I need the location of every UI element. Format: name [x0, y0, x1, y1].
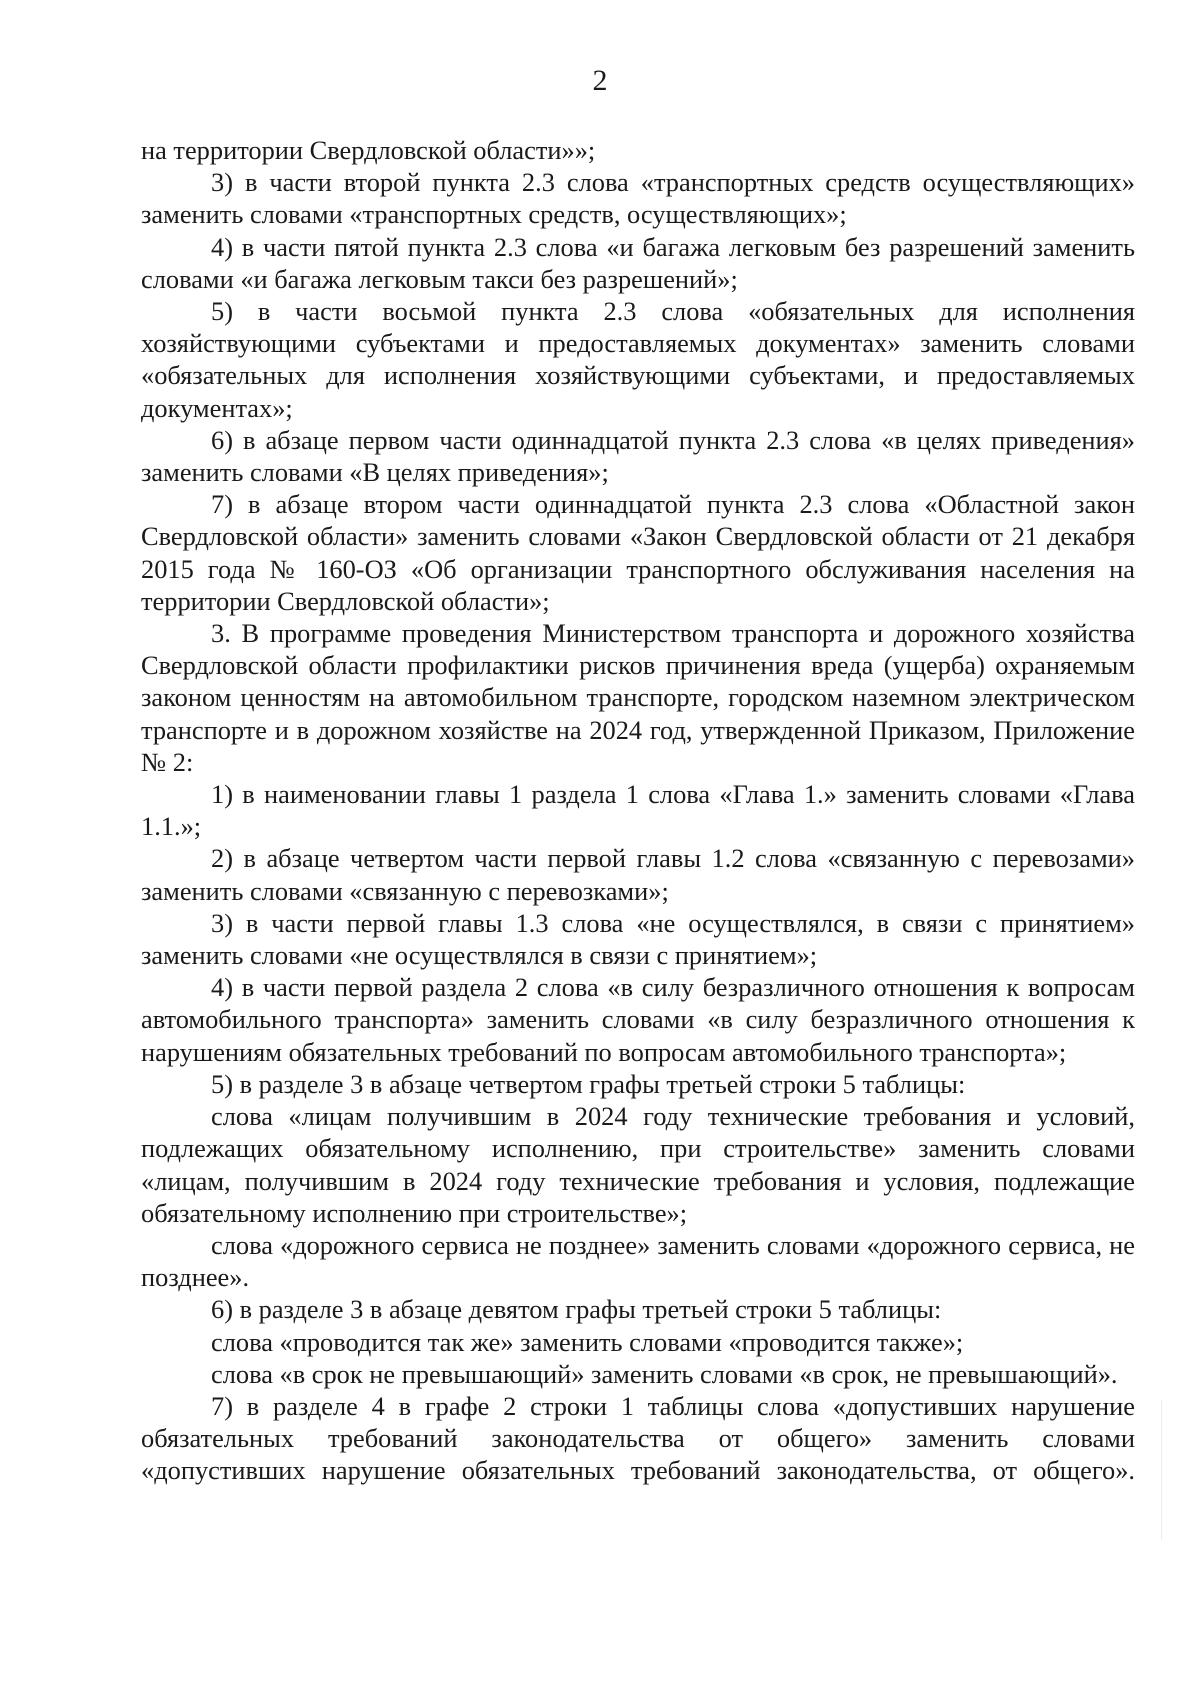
paragraph: 4) в части пятой пункта 2.3 слова «и багажа легковым без разрешений заменить словами «и багажа легковым такси без разрешений»;: [141, 231, 1135, 294]
paragraph: 7) в разделе 4 в графе 2 строки 1 таблицы слова «допустивших нарушение обязательных требований законодательства от общего» заменить словами «допустивших нарушение обязательных требований законодательства, от общего».: [141, 1390, 1135, 1486]
paragraph: слова «лицам получившим в 2024 году технические требования и условий, подлежащих обязательному исполнению, при строительстве» заменить словами «лицам, получившим в 2024 году технические требования и условия, подлежащие обязательному исполнению при строительстве»;: [141, 1101, 1135, 1228]
paragraph: 3) в части второй пункта 2.3 слова «транспортных средств осуществляющих» заменить словами «транспортных средств, осуществляющих»;: [141, 167, 1135, 230]
paragraph: 6) в абзаце первом части одиннадцатой пункта 2.3 слова «в целях приведения» заменить словами «В целях приведения»;: [141, 424, 1135, 488]
paragraph: 3) в части первой главы 1.3 слова «не осуществлялся, в связи с принятием» заменить словами «не осуществлялся в связи с принятием»;: [141, 907, 1135, 971]
paragraph: 1) в наименовании главы 1 раздела 1 слова «Глава 1.» заменить словами «Глава 1.1.»;: [141, 779, 1135, 842]
paragraph: 5) в части восьмой пункта 2.3 слова «обязательных для исполнения хозяйствующими субъектами и предоставляемых документах» заменить словами «обязательных для исполнения хозяйствующими субъектами, и предоставляемых документах»;: [141, 296, 1135, 423]
scan-artifact-line: [1161, 1400, 1162, 1540]
page-number: 2: [592, 64, 608, 97]
paragraph: 2) в абзаце четвертом части первой главы 1.2 слова «связанную с перевозами» заменить словами «связанную с перевозками»;: [141, 843, 1135, 906]
document-body: [141, 134, 1135, 1487]
paragraph: слова «в срок не превышающий» заменить словами «в срок, не превышающий».: [211, 1358, 1118, 1389]
paragraph: 5) в разделе 3 в абзаце четвертом графы третьей строки 5 таблицы:: [211, 1068, 966, 1099]
paragraph: слова «проводится так же» заменить словами «проводится также»;: [211, 1326, 964, 1357]
paragraph: 6) в разделе 3 в абзаце девятом графы третьей строки 5 таблицы:: [211, 1294, 942, 1325]
paragraph: 4) в части первой раздела 2 слова «в силу безразличного отношения к вопросам автомобильного транспорта» заменить словами «в силу безразличного отношения к нарушениям обязательных требований по вопросам автомобильного транспорта»;: [141, 972, 1135, 1067]
paragraph: 7) в абзаце втором части одиннадцатой пункта 2.3 слова «Областной закон Свердловской области» заменить словами «Закон Свердловской области от 21 декабря 2015 года № 160-ОЗ «Об организации транспортного обслуживания населения на территории Свердловской области»;: [141, 489, 1135, 616]
paragraph: слова «дорожного сервиса не позднее» заменить словами «дорожного сервиса, не позднее».: [141, 1229, 1135, 1293]
paragraph: 3. В программе проведения Министерством транспорта и дорожного хозяйства Свердловской области профилактики рисков причинения вреда (ущерба) охраняемым законом ценностям на автомобильном транспорте, городском наземном электрическом транспорте и в дорожном хозяйстве на 2024 год, утвержденной Приказом, Приложение № 2:: [141, 618, 1135, 777]
paragraph: на территории Свердловской области»»;: [141, 135, 596, 165]
